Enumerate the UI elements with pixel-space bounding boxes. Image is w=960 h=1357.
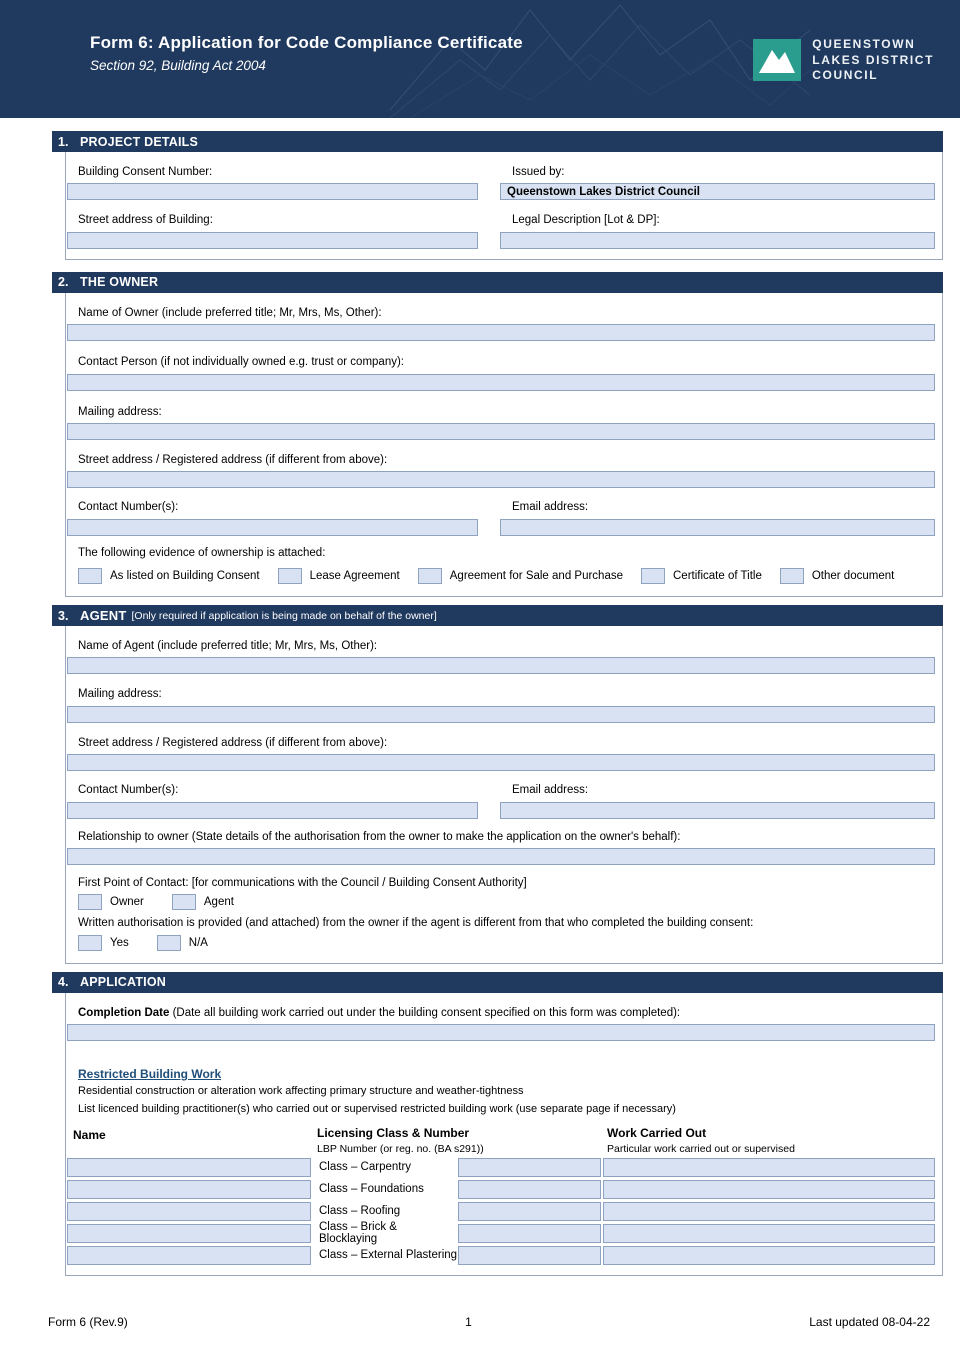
footer-last-updated: Last updated 08-04-22 xyxy=(809,1315,930,1329)
checkbox-label: Lease Agreement xyxy=(309,570,400,582)
checkbox-agreement-for-sale-and-purchase[interactable] xyxy=(418,568,623,584)
section-number: 3. xyxy=(58,608,69,623)
class-label: Class – External Plastering xyxy=(319,1249,458,1262)
section-title: AGENT xyxy=(80,608,127,623)
street-address-of-building-label: Street address of Building: xyxy=(78,214,213,227)
footer-form-revision: Form 6 (Rev.9) xyxy=(48,1315,128,1329)
checkbox-other-document[interactable] xyxy=(780,568,894,584)
table-row-foundations xyxy=(67,1180,935,1199)
checkbox-written-auth-na[interactable] xyxy=(157,935,208,951)
section-title: PROJECT DETAILS xyxy=(80,134,199,149)
column-header-licensing-class: Licensing Class & Number xyxy=(317,1125,470,1140)
checkbox-label: Owner xyxy=(110,896,144,909)
building-consent-number-label: Building Consent Number: xyxy=(78,166,213,178)
legal-description-input[interactable] xyxy=(500,232,935,249)
agent-mailing-address-input[interactable] xyxy=(67,706,935,723)
table-row-carpentry xyxy=(67,1158,935,1177)
relationship-to-owner-label: Relationship to owner (State details of the authorisation from the owner to make the application on the owner's behalf): xyxy=(78,830,681,843)
section-title: APPLICATION xyxy=(80,975,166,990)
lbp-number-input[interactable] xyxy=(458,1246,601,1265)
agent-name-input[interactable] xyxy=(67,657,935,674)
owner-street-address-label: Street address / Registered address (if different from above): xyxy=(78,453,388,466)
completion-date-label xyxy=(78,1006,935,1020)
column-subheader-lbp-number: LBP Number (or reg. no. (BA s291)) xyxy=(317,1142,484,1155)
section-body-project-details xyxy=(65,152,943,260)
checkbox-first-point-owner[interactable] xyxy=(78,894,144,910)
contact-person-label: Contact Person (if not individually owned e.g. trust or company): xyxy=(78,356,404,369)
issued-by-label: Issued by: xyxy=(512,166,565,178)
owner-contact-numbers-label: Contact Number(s): xyxy=(78,501,179,514)
owner-email-input[interactable] xyxy=(500,519,935,536)
relationship-to-owner-input[interactable] xyxy=(67,848,935,865)
checkbox-label: Agreement for Sale and Purchase xyxy=(449,570,623,582)
owner-street-address-input[interactable] xyxy=(67,471,935,488)
form-title: Form 6: Application for Code Compliance Certificate xyxy=(90,33,523,52)
checkbox-label: Certificate of Title xyxy=(673,570,762,582)
agent-mailing-address-label: Mailing address: xyxy=(78,688,162,701)
owner-name-label: Name of Owner (include preferred title; Mr, Mrs, Ms, Other): xyxy=(78,306,382,319)
contact-person-input[interactable] xyxy=(67,374,935,391)
completion-date-input[interactable] xyxy=(67,1024,935,1041)
class-label: Class – Brick & Blocklaying xyxy=(319,1221,397,1246)
work-carried-out-input[interactable] xyxy=(603,1246,935,1265)
section-header-project-details xyxy=(52,131,943,152)
section-application xyxy=(52,972,943,1276)
checkbox-box[interactable] xyxy=(418,568,442,584)
agent-email-label: Email address: xyxy=(512,784,589,797)
agent-street-address-input[interactable] xyxy=(67,754,935,771)
checkbox-box[interactable] xyxy=(78,568,102,584)
page-footer xyxy=(0,1315,960,1329)
checkbox-as-listed-on-building-consent[interactable] xyxy=(78,568,260,584)
section-header-application xyxy=(52,972,943,993)
qldc-logo-mark xyxy=(753,39,801,81)
first-point-of-contact-row xyxy=(78,894,935,910)
section-title: THE OWNER xyxy=(80,275,159,290)
checkbox-box[interactable] xyxy=(641,568,665,584)
class-label: Class – Roofing xyxy=(319,1205,401,1218)
section-body-application xyxy=(65,993,943,1276)
evidence-of-ownership-label: The following evidence of ownership is attached: xyxy=(78,546,326,559)
lbp-number-input[interactable] xyxy=(458,1224,601,1243)
checkbox-box[interactable] xyxy=(780,568,804,584)
footer-page-number: 1 xyxy=(465,1315,472,1329)
agent-email-input[interactable] xyxy=(500,802,935,819)
section-body-agent xyxy=(65,626,943,964)
rbw-description-line: Residential construction or alteration work affecting primary structure and weather-tightness xyxy=(78,1085,524,1097)
owner-contact-numbers-input[interactable] xyxy=(67,519,478,536)
section-project-details xyxy=(52,131,943,260)
agent-street-address-label: Street address / Registered address (if different from above): xyxy=(78,736,388,749)
issued-by-value-field[interactable]: Queenstown Lakes District Council xyxy=(500,183,935,200)
completion-date-label-bold: Completion Date xyxy=(78,1006,170,1019)
checkbox-box[interactable] xyxy=(172,894,196,910)
section-header-agent xyxy=(52,605,943,626)
practitioner-name-input[interactable] xyxy=(67,1158,311,1177)
form-header xyxy=(0,0,960,118)
work-carried-out-input[interactable] xyxy=(603,1224,935,1243)
table-row-external-plastering xyxy=(67,1246,935,1265)
agent-contact-numbers-input[interactable] xyxy=(67,802,478,819)
checkbox-label: N/A xyxy=(188,936,208,949)
owner-email-label: Email address: xyxy=(512,501,589,514)
logo-line-2: LAKES DISTRICT xyxy=(812,52,934,67)
checkbox-label: As listed on Building Consent xyxy=(110,570,260,582)
rbw-instruction-line: List licenced building practitioner(s) who carried out or supervised restricted building work (use separate page if necessary) xyxy=(78,1102,676,1115)
checkbox-label: Agent xyxy=(203,896,234,909)
column-header-work-carried-out: Work Carried Out xyxy=(607,1125,707,1140)
lbp-number-input[interactable] xyxy=(458,1180,601,1199)
column-header-name: Name xyxy=(73,1127,106,1142)
agent-name-label: Name of Agent (include preferred title; Mr, Mrs, Ms, Other): xyxy=(78,640,378,652)
agent-contact-numbers-label: Contact Number(s): xyxy=(78,784,179,797)
first-point-of-contact-label: First Point of Contact: [for communications with the Council / Building Consent Authority] xyxy=(78,876,527,889)
building-consent-number-input[interactable] xyxy=(67,183,478,200)
completion-date-label-rest: (Date all building work carried out under the building consent specified on this form was completed): xyxy=(169,1006,681,1019)
practitioner-name-input[interactable] xyxy=(67,1246,311,1265)
section-number: 1. xyxy=(58,134,69,149)
work-carried-out-input[interactable] xyxy=(603,1180,935,1199)
section-number: 2. xyxy=(58,275,69,290)
work-carried-out-input[interactable] xyxy=(603,1158,935,1177)
written-authorisation-row xyxy=(78,935,935,951)
class-label: Class – Foundations xyxy=(319,1183,424,1196)
column-subheader-particular-work: Particular work carried out or supervised xyxy=(607,1142,795,1155)
checkbox-label: Other document xyxy=(811,570,895,582)
street-address-of-building-input[interactable] xyxy=(67,232,478,249)
owner-name-input[interactable] xyxy=(67,324,935,341)
practitioner-table xyxy=(67,1126,935,1265)
practitioner-table-header xyxy=(67,1126,935,1155)
practitioner-name-input[interactable] xyxy=(67,1202,311,1221)
checkbox-box[interactable] xyxy=(278,568,302,584)
table-row-roofing xyxy=(67,1202,935,1221)
checkbox-box[interactable] xyxy=(78,935,102,951)
section-number: 4. xyxy=(58,975,69,990)
evidence-checkbox-row xyxy=(78,568,935,584)
checkbox-certificate-of-title[interactable] xyxy=(641,568,762,584)
section-header-the-owner xyxy=(52,272,943,293)
restricted-building-work-heading: Restricted Building Work xyxy=(78,1067,222,1081)
qldc-logo xyxy=(753,37,934,84)
checkbox-written-auth-yes[interactable] xyxy=(78,935,129,951)
section-agent xyxy=(52,605,943,964)
written-authorisation-label: Written authorisation is provided (and attached) from the owner if the agent is different from that who completed the building consent: xyxy=(78,917,754,930)
practitioner-name-input[interactable] xyxy=(67,1180,311,1199)
table-row-brick-blocklaying xyxy=(67,1221,935,1246)
work-carried-out-input[interactable] xyxy=(603,1202,935,1221)
logo-line-3: COUNCIL xyxy=(812,68,879,83)
owner-mailing-address-label: Mailing address: xyxy=(78,405,162,418)
checkbox-first-point-agent[interactable] xyxy=(172,894,234,910)
legal-description-label: Legal Description [Lot & DP]: xyxy=(512,214,660,227)
checkbox-box[interactable] xyxy=(78,894,102,910)
class-label: Class – Carpentry xyxy=(319,1161,412,1174)
section-the-owner xyxy=(52,272,943,597)
checkbox-label: Yes xyxy=(110,936,129,949)
checkbox-box[interactable] xyxy=(157,935,181,951)
lbp-number-input[interactable] xyxy=(458,1202,601,1221)
qldc-logo-text xyxy=(812,37,934,84)
logo-line-1: QUEENSTOWN xyxy=(812,37,916,51)
section-body-the-owner xyxy=(65,293,943,597)
checkbox-lease-agreement[interactable] xyxy=(278,568,400,584)
lbp-number-input[interactable] xyxy=(458,1158,601,1177)
section-title-note: [Only required if application is being made on behalf of the owner] xyxy=(131,609,437,622)
practitioner-name-input[interactable] xyxy=(67,1224,311,1243)
owner-mailing-address-input[interactable] xyxy=(67,423,935,440)
form-subtitle: Section 92, Building Act 2004 xyxy=(90,58,266,73)
